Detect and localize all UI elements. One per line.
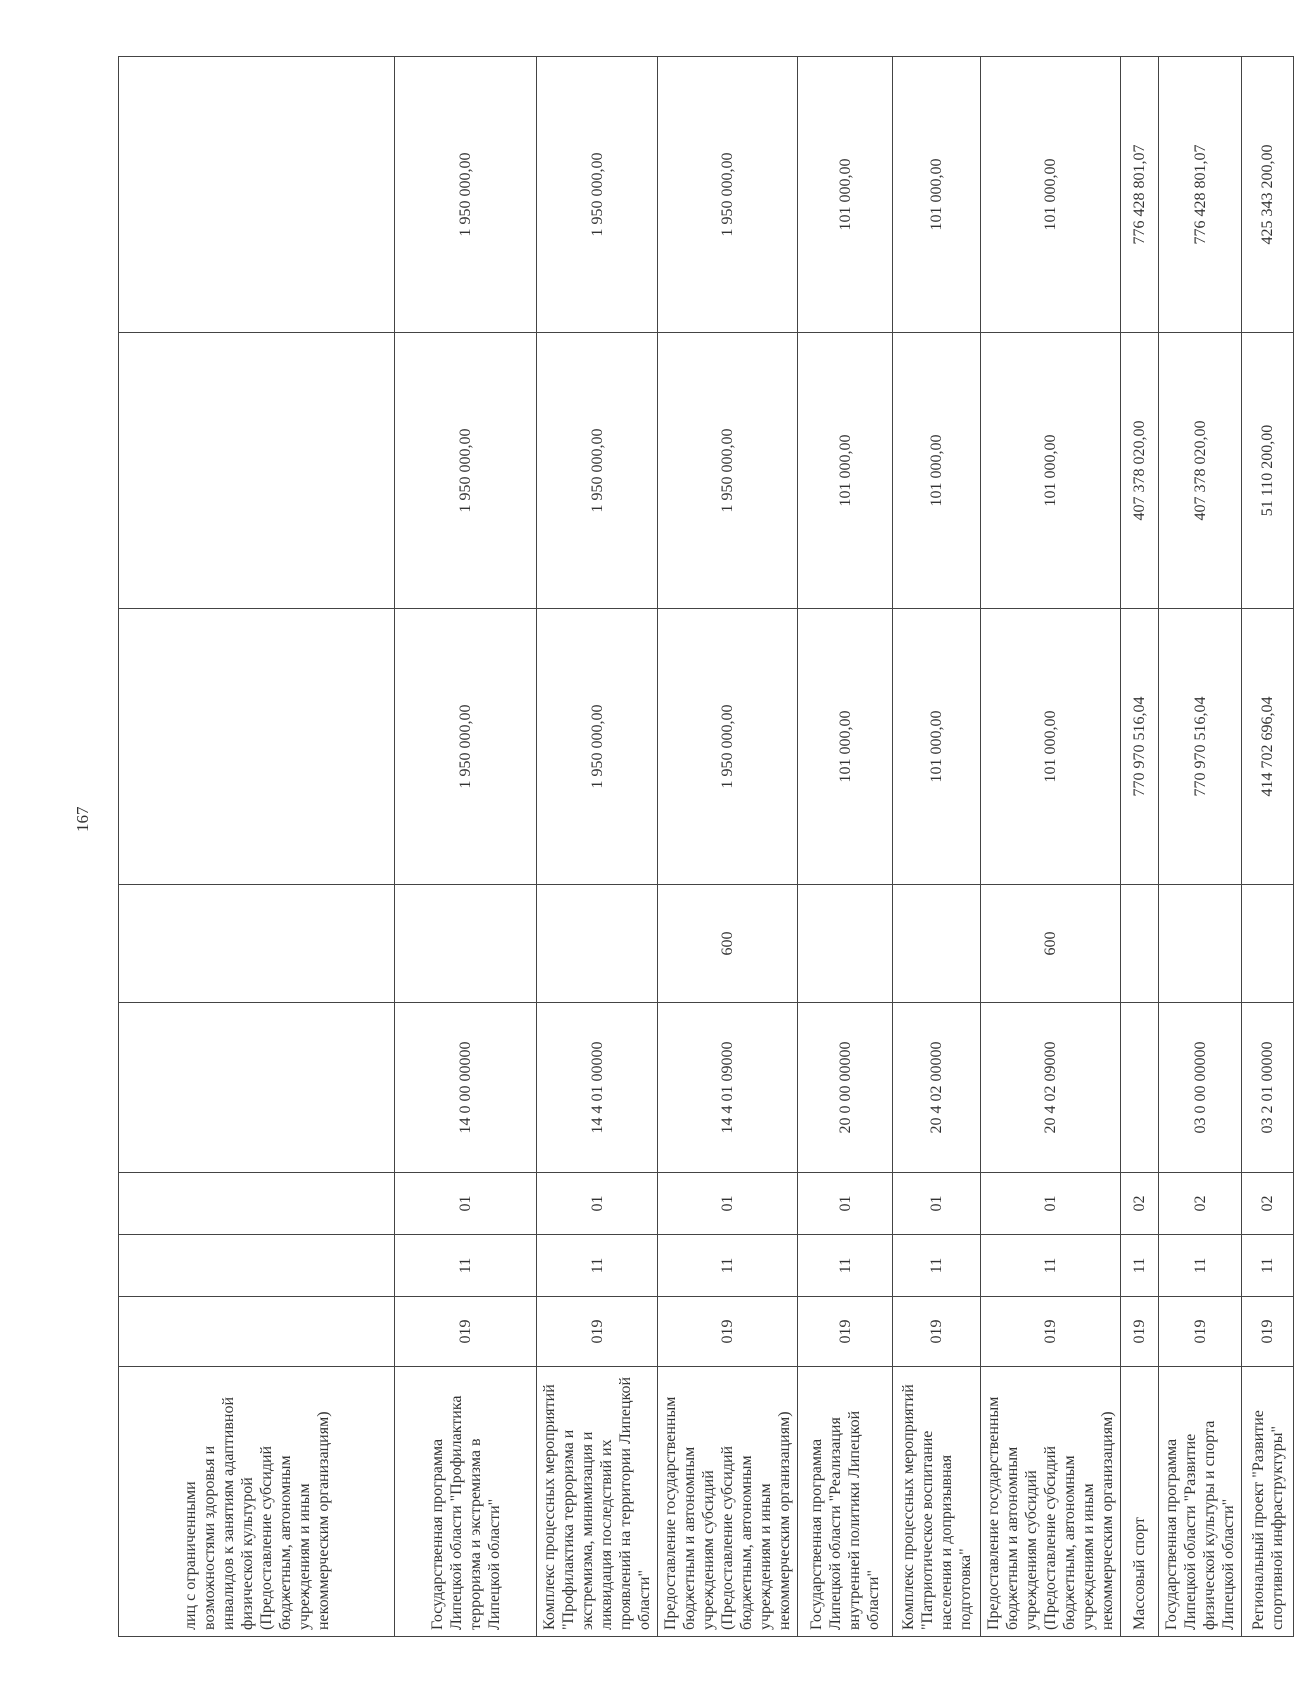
grbs-code-cell: 019 xyxy=(395,1297,537,1367)
amount-year-3-cell: 1 950 000,00 xyxy=(395,57,537,333)
grbs-code-cell: 019 xyxy=(798,1297,893,1367)
target-article-cell: 20 4 02 00000 xyxy=(893,1003,981,1173)
amount-year-3-cell: 1 950 000,00 xyxy=(658,57,798,333)
grbs-code-cell: 019 xyxy=(1121,1297,1159,1367)
amount-year-3-cell: 425 343 200,00 xyxy=(1242,57,1294,333)
target-article-cell: 20 0 00 00000 xyxy=(798,1003,893,1173)
subsection-code-cell: 01 xyxy=(537,1173,658,1235)
target-article-cell: 03 0 00 00000 xyxy=(1159,1003,1242,1173)
section-code-cell: 11 xyxy=(658,1235,798,1297)
table-row xyxy=(537,57,658,1637)
item-name-cell: Государственная программа Липецкой области "Реализация внутренней политики Липецкой области" xyxy=(798,1367,893,1637)
amount-year-2-cell: 1 950 000,00 xyxy=(658,333,798,609)
section-code-cell: 11 xyxy=(537,1235,658,1297)
section-code-cell: 11 xyxy=(981,1235,1121,1297)
section-code-cell: 11 xyxy=(395,1235,537,1297)
expense-type-cell xyxy=(119,885,395,1003)
subsection-code-cell: 01 xyxy=(658,1173,798,1235)
page-number: 167 xyxy=(73,806,92,832)
table-row xyxy=(1121,57,1159,1637)
amount-year-2-cell: 407 378 020,00 xyxy=(1159,333,1242,609)
section-code-cell: 11 xyxy=(1159,1235,1242,1297)
subsection-code-cell: 01 xyxy=(981,1173,1121,1235)
target-article-cell xyxy=(1121,1003,1159,1173)
subsection-code-cell: 02 xyxy=(1242,1173,1294,1235)
amount-year-1-cell: 414 702 696,04 xyxy=(1242,609,1294,885)
amount-year-2-cell: 1 950 000,00 xyxy=(395,333,537,609)
item-name-cell: Предоставление государственным бюджетным и автономным учреждениям субсидий (Предоставление субсидий бюджетным, автономным учреждениям и иным некоммерческим организациям) xyxy=(658,1367,798,1637)
amount-year-2-cell: 1 950 000,00 xyxy=(537,333,658,609)
target-article-cell xyxy=(119,1003,395,1173)
expense-type-cell: 600 xyxy=(658,885,798,1003)
target-article-cell: 14 0 00 00000 xyxy=(395,1003,537,1173)
table-body xyxy=(119,57,1294,1637)
expense-type-cell xyxy=(1121,885,1159,1003)
item-name-cell: Государственная программа Липецкой области "Профилактика терроризма и экстремизма в Липецкой области" xyxy=(395,1367,537,1637)
budget-table xyxy=(118,56,1294,1637)
subsection-code-cell: 02 xyxy=(1159,1173,1242,1235)
section-code-cell: 11 xyxy=(893,1235,981,1297)
expense-type-cell xyxy=(893,885,981,1003)
subsection-code-cell: 01 xyxy=(395,1173,537,1235)
expense-type-cell: 600 xyxy=(981,885,1121,1003)
grbs-code-cell xyxy=(119,1297,395,1367)
amount-year-1-cell: 770 970 516,04 xyxy=(1121,609,1159,885)
grbs-code-cell: 019 xyxy=(1242,1297,1294,1367)
expense-type-cell xyxy=(1159,885,1242,1003)
table-row xyxy=(395,57,537,1637)
item-name-cell: Комплекс процессных мероприятий "Профилактика терроризма и экстремизма, минимизация и ликвидация последствий их проявлений на территории Липецкой области" xyxy=(537,1367,658,1637)
grbs-code-cell: 019 xyxy=(893,1297,981,1367)
amount-year-3-cell xyxy=(119,57,395,333)
amount-year-2-cell: 101 000,00 xyxy=(798,333,893,609)
target-article-cell: 20 4 02 09000 xyxy=(981,1003,1121,1173)
subsection-code-cell xyxy=(119,1173,395,1235)
table-row xyxy=(1159,57,1242,1637)
grbs-code-cell: 019 xyxy=(537,1297,658,1367)
subsection-code-cell: 02 xyxy=(1121,1173,1159,1235)
amount-year-1-cell: 1 950 000,00 xyxy=(537,609,658,885)
table-row xyxy=(658,57,798,1637)
item-name-cell: Комплекс процессных мероприятий "Патриотическое воспитание населения и допризывная подготовка" xyxy=(893,1367,981,1637)
amount-year-2-cell: 407 378 020,00 xyxy=(1121,333,1159,609)
grbs-code-cell: 019 xyxy=(1159,1297,1242,1367)
amount-year-3-cell: 1 950 000,00 xyxy=(537,57,658,333)
table-row xyxy=(798,57,893,1637)
rotated-table-wrapper xyxy=(118,57,1294,1637)
target-article-cell: 03 2 01 00000 xyxy=(1242,1003,1294,1173)
target-article-cell: 14 4 01 09000 xyxy=(658,1003,798,1173)
amount-year-2-cell: 101 000,00 xyxy=(981,333,1121,609)
expense-type-cell xyxy=(395,885,537,1003)
table-row xyxy=(981,57,1121,1637)
grbs-code-cell: 019 xyxy=(981,1297,1121,1367)
item-name-cell: Массовый спорт xyxy=(1121,1367,1159,1637)
section-code-cell: 11 xyxy=(798,1235,893,1297)
expense-type-cell xyxy=(798,885,893,1003)
amount-year-3-cell: 101 000,00 xyxy=(981,57,1121,333)
expense-type-cell xyxy=(1242,885,1294,1003)
amount-year-2-cell xyxy=(119,333,395,609)
expense-type-cell xyxy=(537,885,658,1003)
amount-year-1-cell: 101 000,00 xyxy=(798,609,893,885)
amount-year-1-cell: 1 950 000,00 xyxy=(658,609,798,885)
section-code-cell: 11 xyxy=(1121,1235,1159,1297)
amount-year-3-cell: 776 428 801,07 xyxy=(1159,57,1242,333)
item-name-cell: Предоставление государственным бюджетным и автономным учреждениям субсидий (Предоставление субсидий бюджетным, автономным учреждениям и иным некоммерческим организациям) xyxy=(981,1367,1121,1637)
section-code-cell xyxy=(119,1235,395,1297)
grbs-code-cell: 019 xyxy=(658,1297,798,1367)
section-code-cell: 11 xyxy=(1242,1235,1294,1297)
amount-year-1-cell: 101 000,00 xyxy=(981,609,1121,885)
table-row xyxy=(893,57,981,1637)
table-row xyxy=(1242,57,1294,1637)
target-article-cell: 14 4 01 00000 xyxy=(537,1003,658,1173)
item-name-cell: Региональный проект "Развитие спортивной инфраструктуры" xyxy=(1242,1367,1294,1637)
amount-year-1-cell xyxy=(119,609,395,885)
table-row xyxy=(119,57,395,1637)
subsection-code-cell: 01 xyxy=(893,1173,981,1235)
amount-year-3-cell: 776 428 801,07 xyxy=(1121,57,1159,333)
amount-year-3-cell: 101 000,00 xyxy=(893,57,981,333)
item-name-cell: Государственная программа Липецкой области "Развитие физической культуры и спорта Липецкой области" xyxy=(1159,1367,1242,1637)
amount-year-1-cell: 1 950 000,00 xyxy=(395,609,537,885)
amount-year-2-cell: 51 110 200,00 xyxy=(1242,333,1294,609)
amount-year-3-cell: 101 000,00 xyxy=(798,57,893,333)
amount-year-2-cell: 101 000,00 xyxy=(893,333,981,609)
item-name-cell: лиц с ограниченными возможностями здоровья и инвалидов к занятиям адаптивной физической культурой (Предоставление субсидий бюджетным, автономным учреждениям и иным некоммерческим организациям) xyxy=(119,1367,395,1637)
amount-year-1-cell: 101 000,00 xyxy=(893,609,981,885)
amount-year-1-cell: 770 970 516,04 xyxy=(1159,609,1242,885)
subsection-code-cell: 01 xyxy=(798,1173,893,1235)
